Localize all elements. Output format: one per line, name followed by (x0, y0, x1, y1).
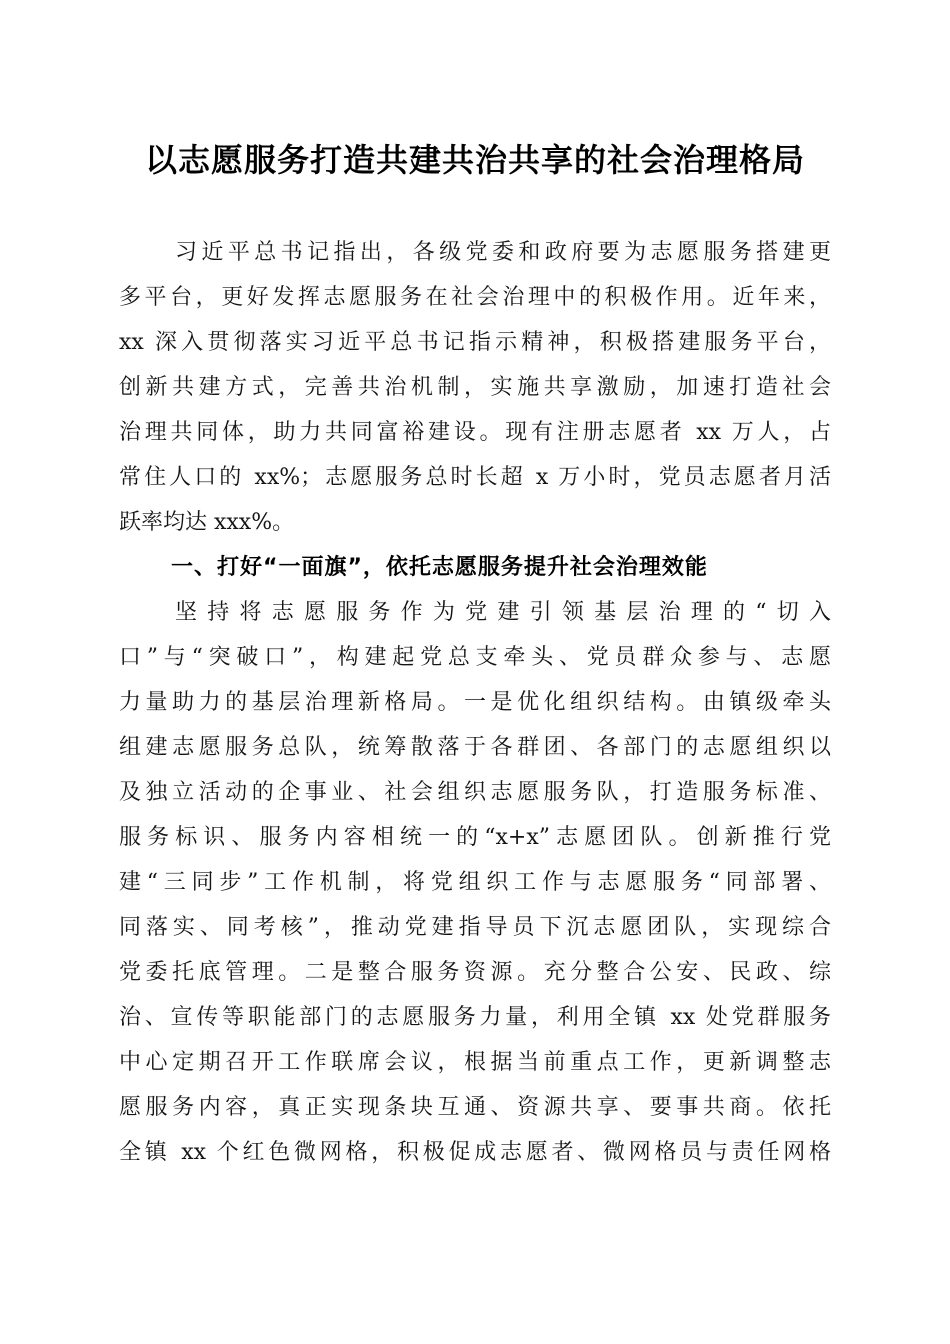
paragraph-line: 常住人口的 xx%；志愿服务总时长超 x 万小时，党员志愿者月活 (119, 465, 831, 490)
paragraph-line: 组建志愿服务总队，统筹散落于各群团、各部门的志愿组织以 (119, 735, 831, 760)
paragraph-line: 治理共同体，助力共同富裕建设。现有注册志愿者 xx 万人，占 (119, 420, 831, 445)
paragraph-line: 服务标识、服务内容相统一的“x+x”志愿团队。创新推行党 (119, 825, 831, 850)
paragraph-line: 及独立活动的企事业、社会组织志愿服务队，打造服务标准、 (119, 780, 831, 805)
paragraph-line: 同落实、同考核”，推动党建指导员下沉志愿团队，实现综合 (119, 915, 831, 940)
document-body (119, 230, 831, 1175)
paragraph-line: 坚持将志愿服务作为党建引领基层治理的“切入 (175, 600, 831, 625)
paragraph-line: xx 深入贯彻落实习近平总书记指示精神，积极搭建服务平台， (119, 330, 831, 355)
paragraph-line: 全镇 xx 个红色微网格，积极促成志愿者、微网格员与责任网格 (119, 1140, 831, 1165)
paragraph-section-one (119, 590, 831, 1175)
paragraph-intro (119, 230, 831, 545)
paragraph-line: 力量助力的基层治理新格局。一是优化组织结构。由镇级牵头 (119, 690, 831, 715)
paragraph-line: 多平台，更好发挥志愿服务在社会治理中的积极作用。近年来， (119, 285, 831, 310)
paragraph-line: 党委托底管理。二是整合服务资源。充分整合公安、民政、综 (119, 960, 831, 985)
paragraph-line: 治、宣传等职能部门的志愿服务力量，利用全镇 xx 处党群服务 (119, 1005, 831, 1030)
paragraph-line: 口”与“突破口”，构建起党总支牵头、党员群众参与、志愿 (119, 645, 831, 670)
paragraph-line: 中心定期召开工作联席会议，根据当前重点工作，更新调整志 (119, 1050, 831, 1075)
paragraph-line: 创新共建方式，完善共治机制，实施共享激励，加速打造社会 (119, 375, 831, 400)
paragraph-line: 跃率均达 xxx%。 (119, 510, 295, 535)
paragraph-line: 习近平总书记指出，各级党委和政府要为志愿服务搭建更 (175, 240, 831, 265)
paragraph-line: 愿服务内容，真正实现条块互通、资源共享、要事共商。依托 (119, 1095, 831, 1120)
paragraph-line: 建“三同步”工作机制，将党组织工作与志愿服务“同部署、 (119, 870, 831, 895)
document-title: 以志愿服务打造共建共治共享的社会治理格局 (144, 141, 805, 179)
section-heading: 一、打好“一面旗”，依托志愿服务提升社会治理效能 (171, 555, 708, 580)
